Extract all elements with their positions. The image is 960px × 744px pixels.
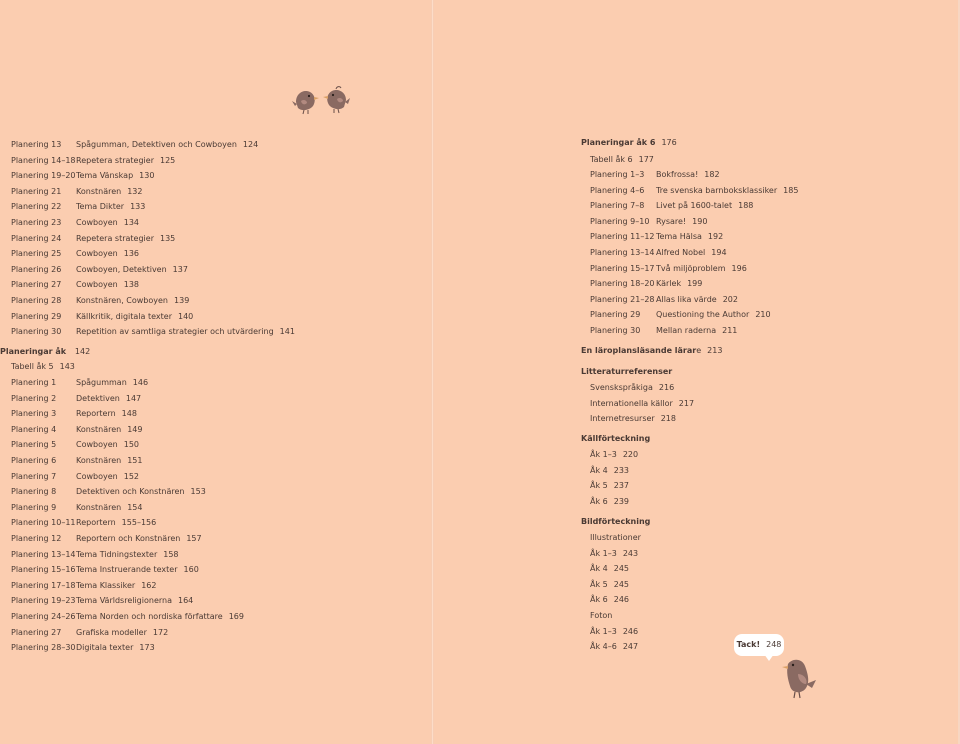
toc-row xyxy=(11,324,431,339)
row-title: Två miljöproblem 196 xyxy=(656,263,747,273)
page-gutter xyxy=(431,0,434,744)
row-page: 148 xyxy=(121,409,137,419)
row-title: Cowboyen, Detektiven 137 xyxy=(76,264,188,274)
row-page: 146 xyxy=(132,378,149,387)
row-page: 139 xyxy=(174,296,190,305)
row-title: Allas lika värde 202 xyxy=(656,294,738,304)
bird-right-icon xyxy=(323,87,350,113)
list-item: Åk 6 239 xyxy=(590,496,630,506)
toc-row xyxy=(11,640,431,655)
row-title: Konstnären 154 xyxy=(76,502,143,512)
row-page: 125 xyxy=(159,155,176,165)
row-number: Planering 13–14 xyxy=(590,248,655,257)
row-page: 150 xyxy=(123,440,140,450)
row-number: Planering 30 xyxy=(590,326,641,335)
row-title: Grafiska modeller 172 xyxy=(76,627,169,637)
row-number: Planering 4 xyxy=(11,424,57,434)
row-page: 134 xyxy=(123,218,140,227)
toc-row xyxy=(590,261,960,276)
row-page: 162 xyxy=(141,580,157,590)
row-page: 135 xyxy=(159,233,176,243)
row-page: 147 xyxy=(125,393,142,403)
toc-row xyxy=(11,469,431,484)
row-page: 210 xyxy=(755,310,771,320)
toc-row xyxy=(11,168,431,183)
toc-row xyxy=(11,391,431,406)
row-number: Planering 5 xyxy=(11,440,57,450)
row-title: Konstnären 151 xyxy=(76,456,143,465)
toc-row xyxy=(590,183,960,198)
list-item: Foton xyxy=(590,611,613,620)
toc-row xyxy=(11,215,431,230)
row-title: Tre svenska barnboksklassiker 185 xyxy=(656,185,799,195)
row-page: 152 xyxy=(123,471,140,481)
row-title: Mellan raderna 211 xyxy=(656,326,738,335)
list-item: Illustrationer xyxy=(590,533,641,542)
list-item: Åk 5 245 xyxy=(590,579,630,589)
row-number: Planering 8 xyxy=(11,487,57,497)
list-item: Svenskspråkiga 216 xyxy=(590,383,675,392)
toc-row xyxy=(590,229,960,244)
list-item: Internationella källor 217 xyxy=(590,398,695,408)
row-number: Planering 21 xyxy=(11,186,62,196)
row-page: 194 xyxy=(711,248,727,257)
row-title: Livet på 1600-talet 188 xyxy=(656,201,754,211)
row-title: Digitala texter 173 xyxy=(76,643,155,653)
row-title: Tema Dikter 133 xyxy=(76,202,146,212)
row-title: Repetera strategier 135 xyxy=(76,233,176,243)
toc-row xyxy=(11,262,431,277)
toc-row xyxy=(590,167,960,182)
row-number: Planering 29 xyxy=(590,310,641,320)
row-title: Tema Klassiker 162 xyxy=(76,580,157,590)
row-page: 140 xyxy=(177,311,194,321)
row-number: Planering 2 xyxy=(11,393,57,403)
row-title: Cowboyen 138 xyxy=(76,280,140,290)
row-title: Cowboyen 136 xyxy=(76,249,140,259)
row-title: Konstnären 149 xyxy=(76,424,143,434)
tabell-ak6: Tabell åk 6 177 xyxy=(590,155,654,164)
toc-row xyxy=(11,547,431,562)
row-number: Planering 1–3 xyxy=(590,170,645,179)
row-page: 132 xyxy=(127,186,143,196)
list-item: Internetresurser 218 xyxy=(590,414,676,424)
row-number: Planering 23 xyxy=(11,218,62,227)
toc-row xyxy=(11,277,431,292)
row-number: Planering 11–12 xyxy=(590,232,655,242)
row-page: 160 xyxy=(183,565,199,575)
toc-row xyxy=(590,276,960,291)
row-page: 157 xyxy=(186,534,202,543)
row-number: Planering 14–18 xyxy=(11,155,76,165)
toc-row xyxy=(590,198,960,213)
list-item: Åk 1–3 243 xyxy=(590,548,639,558)
row-title: Spågumman 146 xyxy=(76,378,149,387)
row-title: Tema Instruerande texter 160 xyxy=(76,565,199,575)
row-number: Planering 17–18 xyxy=(11,580,76,590)
row-page: 164 xyxy=(178,596,194,606)
row-number: Planering 12 xyxy=(11,534,62,543)
list-item: Åk 5 237 xyxy=(590,481,630,491)
toc-row xyxy=(11,231,431,246)
row-title: Tema Världsreligionerna 164 xyxy=(76,596,194,606)
toc-row xyxy=(11,578,431,593)
toc-row xyxy=(11,309,431,324)
list-item: Åk 4 233 xyxy=(590,465,630,475)
row-title: Bokfrossa! 182 xyxy=(656,170,720,179)
row-number: Planering 18–20 xyxy=(590,279,655,289)
row-number: Planering 24 xyxy=(11,233,62,243)
row-page: 124 xyxy=(242,140,259,149)
toc-row xyxy=(11,437,431,452)
row-number: Planering 1 xyxy=(11,378,57,387)
row-title: Detektiven och Konstnären 153 xyxy=(76,487,206,497)
row-number: Planering 19–20 xyxy=(11,171,76,181)
row-number: Planering 4–6 xyxy=(590,185,645,195)
section-page: 142 xyxy=(74,347,91,356)
row-number: Planering 7 xyxy=(11,471,57,481)
section-heading-laroplan: En läroplansläsande lärare 213 xyxy=(581,346,723,355)
toc-row xyxy=(11,531,431,546)
row-page: 188 xyxy=(738,201,754,211)
row-number: Planering 24–26 xyxy=(11,612,76,621)
row-page: 199 xyxy=(687,279,703,289)
toc-row xyxy=(590,292,960,307)
row-page: 190 xyxy=(692,216,708,226)
row-title: Repetition av samtliga strategier och utvärdering 141 xyxy=(76,327,295,337)
toc-row xyxy=(11,246,431,261)
row-number: Planering 15–16 xyxy=(11,565,76,575)
row-number: Planering 19–23 xyxy=(11,596,76,606)
row-title: Kärlek 199 xyxy=(656,279,703,289)
row-title: Tema Tidningstexter 158 xyxy=(76,549,179,559)
row-page: 154 xyxy=(127,502,143,512)
tabell-ak5: Tabell åk 5 143 xyxy=(11,362,75,371)
row-number: Planering 25 xyxy=(11,249,62,259)
row-page: 136 xyxy=(123,249,140,259)
section-heading-litteratur: Litteraturreferenser xyxy=(581,367,673,376)
row-title: Questioning the Author 210 xyxy=(656,310,771,320)
row-number: Planering 10–11 xyxy=(11,518,76,528)
row-title: Konstnären, Cowboyen 139 xyxy=(76,296,190,305)
row-title: Tema Vänskap 130 xyxy=(76,171,155,181)
toc-row xyxy=(11,199,431,214)
row-title: Källkritik, digitala texter 140 xyxy=(76,311,194,321)
toc-row xyxy=(11,422,431,437)
toc-row xyxy=(11,453,431,468)
section-heading-ak6: Planeringar åk 6 176 xyxy=(581,138,677,147)
row-title: Alfred Nobel 194 xyxy=(656,248,727,257)
row-page: 158 xyxy=(163,549,179,559)
bird-left-icon xyxy=(292,91,319,114)
row-page: 202 xyxy=(722,294,738,304)
toc-row xyxy=(11,484,431,499)
row-title: Cowboyen 150 xyxy=(76,440,140,450)
row-page: 185 xyxy=(783,185,799,195)
row-page: 149 xyxy=(127,424,143,434)
row-number: Planering 29 xyxy=(11,311,62,321)
row-number: Planering 27 xyxy=(11,280,62,290)
section-heading-bild: Bildförteckning xyxy=(581,517,651,526)
row-number: Planering 28 xyxy=(11,296,62,305)
row-page: 182 xyxy=(704,170,720,179)
list-item: Åk 1–3 246 xyxy=(590,626,639,636)
toc-row xyxy=(11,137,431,152)
toc-row xyxy=(11,500,431,515)
row-title: Tema Norden och nordiska författare 169 xyxy=(76,612,244,621)
toc-row xyxy=(11,375,431,390)
list-item: Åk 1–3 220 xyxy=(590,450,639,459)
row-title: Reportern och Konstnären 157 xyxy=(76,534,202,543)
row-number: Planering 3 xyxy=(11,409,57,419)
toc-row xyxy=(11,293,431,308)
row-page: 138 xyxy=(123,280,140,290)
row-page: 151 xyxy=(127,456,143,465)
row-number: Planering 9 xyxy=(11,502,57,512)
row-number: Planering 7–8 xyxy=(590,201,645,211)
bird-icon xyxy=(780,654,820,700)
list-item: Åk 6 246 xyxy=(590,595,630,605)
row-page: 211 xyxy=(722,326,738,335)
list-item: Åk 4–6 247 xyxy=(590,642,639,652)
row-title: Repetera strategier 125 xyxy=(76,155,176,165)
row-title: Cowboyen 152 xyxy=(76,471,140,481)
row-number: Planering 15–17 xyxy=(590,263,655,273)
row-number: Planering 30 xyxy=(11,327,62,337)
two-birds-icon xyxy=(292,84,350,116)
row-page: 137 xyxy=(172,264,188,274)
row-page: 155–156 xyxy=(121,518,157,528)
row-title: Cowboyen 134 xyxy=(76,218,140,227)
toc-row xyxy=(590,214,960,229)
row-title: Reportern 155–156 xyxy=(76,518,157,528)
row-number: Planering 6 xyxy=(11,456,57,465)
row-number: Planering 27 xyxy=(11,627,62,637)
toc-row xyxy=(11,184,431,199)
row-page: 153 xyxy=(190,487,206,497)
row-title: Reportern 148 xyxy=(76,409,137,419)
row-number: Planering 28–30 xyxy=(11,643,76,653)
row-title: Rysare! 190 xyxy=(656,216,708,226)
row-page: 196 xyxy=(731,263,747,273)
row-page: 192 xyxy=(707,232,724,242)
row-page: 141 xyxy=(279,327,295,337)
toc-row xyxy=(590,307,960,322)
row-number: Planering 21–28 xyxy=(590,294,655,304)
row-page: 130 xyxy=(139,171,155,181)
row-page: 133 xyxy=(130,202,146,212)
speech-bubble: Tack! 248 xyxy=(734,634,784,656)
row-page: 172 xyxy=(152,627,169,637)
row-number: Planering 26 xyxy=(11,264,62,274)
row-number: Planering 13–14 xyxy=(11,549,76,559)
section-heading-kall: Källförteckning xyxy=(581,434,651,443)
toc-row xyxy=(11,593,431,608)
row-title: Spågumman, Detektiven och Cowboyen 124 xyxy=(76,140,259,149)
row-page: 173 xyxy=(139,643,155,653)
row-page: 169 xyxy=(228,612,244,621)
row-number: Planering 22 xyxy=(11,202,62,212)
row-title: Tema Hälsa 192 xyxy=(656,232,724,242)
section-heading-ak5: Planeringar åk 142 xyxy=(0,347,91,356)
toc-row xyxy=(11,153,431,168)
row-title: Konstnären 132 xyxy=(76,186,143,196)
row-number: Planering 9–10 xyxy=(590,216,650,226)
toc-row xyxy=(11,609,431,624)
toc-row xyxy=(590,323,960,338)
row-title: Detektiven 147 xyxy=(76,393,142,403)
toc-row xyxy=(11,515,431,530)
toc-row xyxy=(11,406,431,421)
toc-row xyxy=(11,562,431,577)
list-item: Åk 4 245 xyxy=(590,564,630,574)
toc-row xyxy=(590,245,960,260)
row-number: Planering 13 xyxy=(11,140,62,149)
toc-row xyxy=(11,625,431,640)
